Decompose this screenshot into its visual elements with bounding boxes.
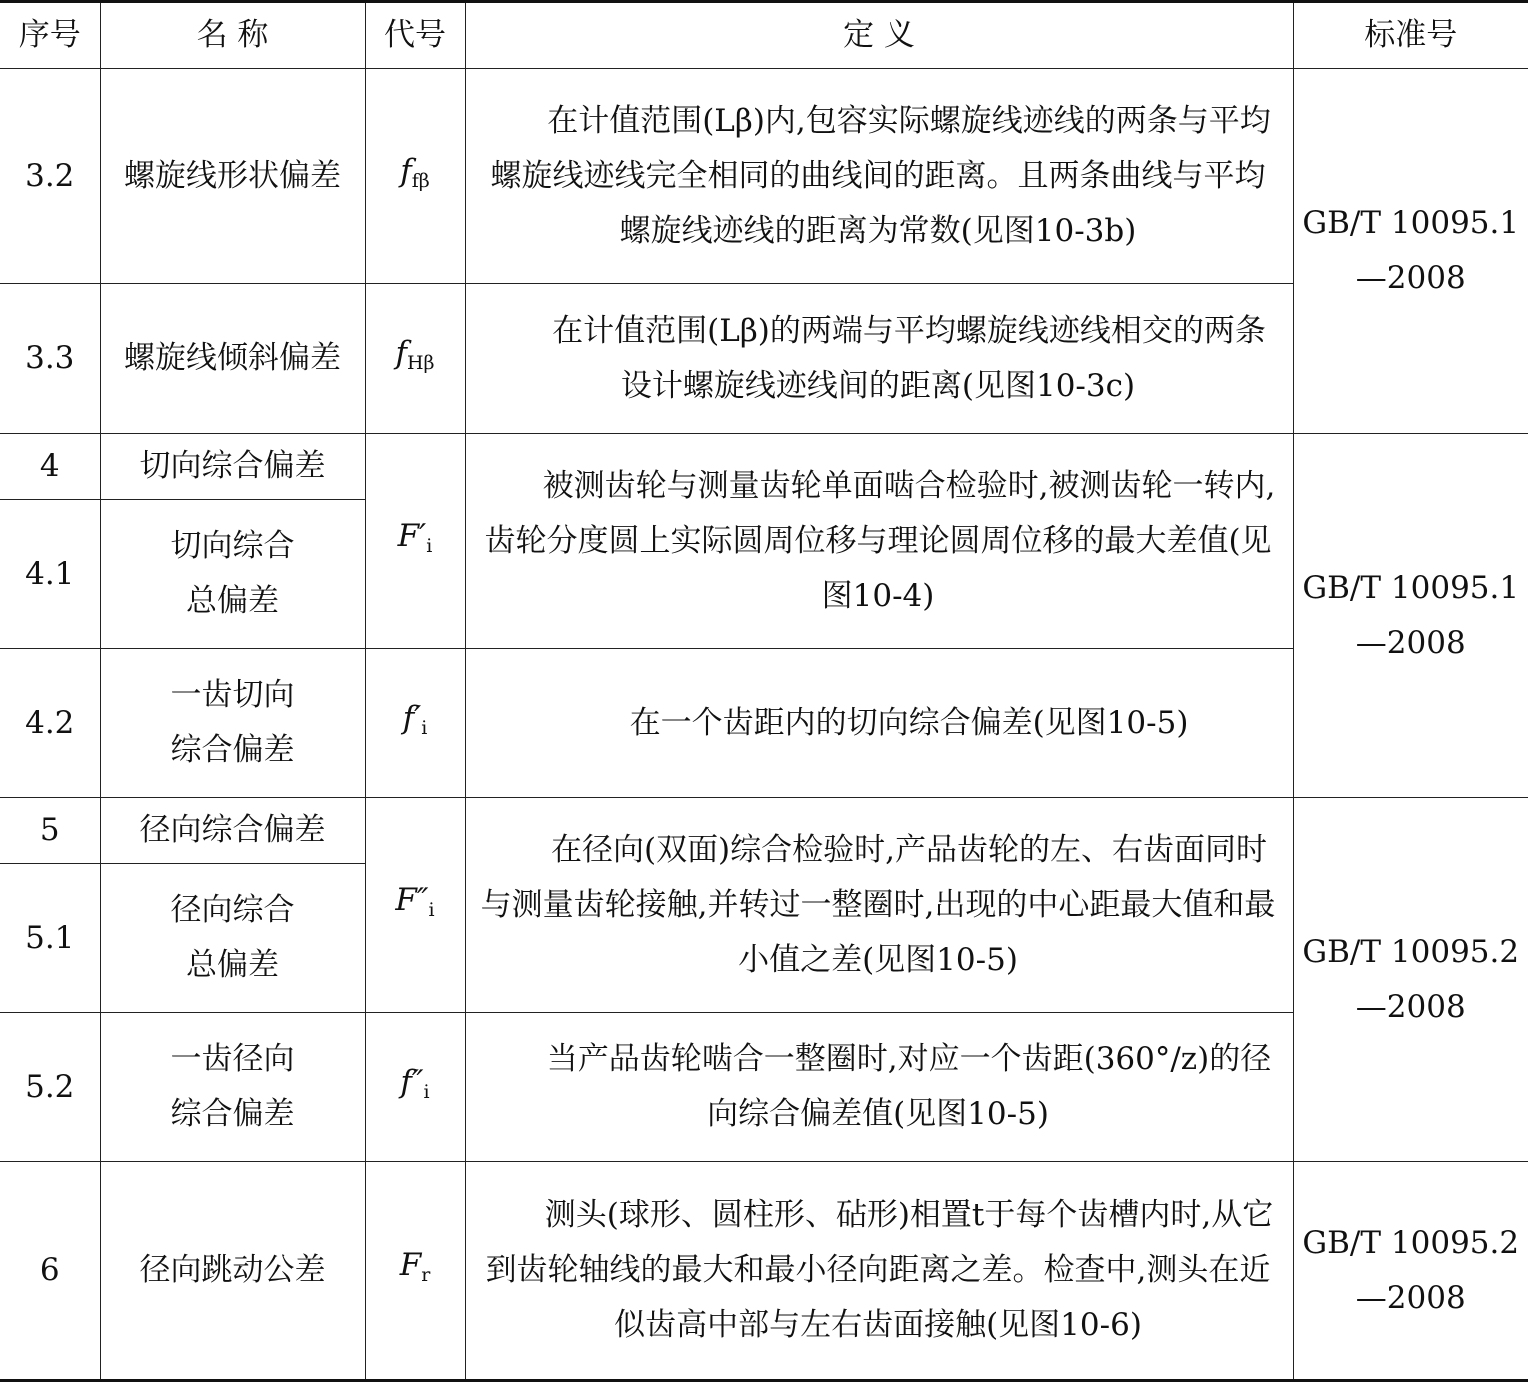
- header-code: 代号: [365, 2, 465, 69]
- name-line1: 径向综合: [101, 883, 365, 938]
- row-code: [365, 649, 465, 798]
- row-definition: [465, 434, 1293, 649]
- row-definition: [465, 1013, 1293, 1162]
- name-line2: 总偏差: [101, 938, 365, 993]
- definition-text: 在计值范围(Lβ)内,包容实际螺旋线迹线的两条与平均螺旋线迹线完全相同的曲线间的距离。且两条曲线与平均螺旋线迹线的距离为常数(见图10-3b): [478, 94, 1279, 259]
- name-line2: 综合偏差: [101, 723, 365, 778]
- code-main: f″: [400, 1064, 423, 1100]
- row-name: 螺旋线倾斜偏差: [100, 284, 365, 434]
- code-sub: r: [421, 1264, 430, 1286]
- row-code: [365, 1013, 465, 1162]
- row-no: 4.1: [0, 500, 100, 649]
- header-definition: 定 义: [465, 2, 1293, 69]
- code-main: F″: [395, 882, 428, 918]
- code-sub: i: [421, 717, 427, 739]
- name-line1: 一齿切向: [101, 668, 365, 723]
- header-name: 名 称: [100, 2, 365, 69]
- row-code: [365, 434, 465, 649]
- table-row: [0, 798, 1528, 864]
- row-no: 3.2: [0, 69, 100, 284]
- definition-text: 在一个齿距内的切向综合偏差(见图10-5): [478, 696, 1279, 751]
- definition-text: 当产品齿轮啮合一整圈时,对应一个齿距(360°/z)的径向综合偏差值(见图10-5): [478, 1032, 1279, 1142]
- standard-cell: [1293, 69, 1528, 434]
- code-main: f: [400, 153, 411, 189]
- definition-text: 测头(球形、圆柱形、砧形)相置t于每个齿槽内时,从它到齿轮轴线的最大和最小径向距离之差。检查中,测头在近似齿高中部与左右齿面接触(见图10-6): [478, 1188, 1279, 1353]
- row-name: 径向综合偏差: [100, 798, 365, 864]
- table-row: [0, 434, 1528, 500]
- header-standard: 标准号: [1293, 2, 1528, 69]
- row-no: 5.2: [0, 1013, 100, 1162]
- row-definition: [465, 798, 1293, 1013]
- table-row: [0, 1162, 1528, 1381]
- standard-line2: —2008: [1294, 980, 1528, 1035]
- row-no: 6: [0, 1162, 100, 1381]
- row-name: 螺旋线形状偏差: [100, 69, 365, 284]
- standard-cell: [1293, 798, 1528, 1162]
- code-main: f: [395, 335, 406, 371]
- header-no: 序号: [0, 2, 100, 69]
- row-name: [100, 649, 365, 798]
- row-name: 径向跳动公差: [100, 1162, 365, 1381]
- row-name: 切向综合偏差: [100, 434, 365, 500]
- name-line2: 综合偏差: [101, 1087, 365, 1142]
- row-name: [100, 1013, 365, 1162]
- row-code: [365, 1162, 465, 1381]
- definition-text: 被测齿轮与测量齿轮单面啮合检验时,被测齿轮一转内,齿轮分度圆上实际圆周位移与理论圆周位移的最大差值(见图10-4): [478, 459, 1279, 624]
- row-definition: [465, 649, 1293, 798]
- code-sub: i: [426, 535, 432, 557]
- row-no: 4: [0, 434, 100, 500]
- row-no: 3.3: [0, 284, 100, 434]
- code-main: F: [400, 1247, 422, 1283]
- standard-line2: —2008: [1294, 616, 1528, 671]
- row-definition: [465, 284, 1293, 434]
- table-row: [0, 69, 1528, 284]
- row-code: [365, 798, 465, 1013]
- definition-text: 在计值范围(Lβ)的两端与平均螺旋线迹线相交的两条设计螺旋线迹线间的距离(见图10-3c): [478, 304, 1279, 414]
- code-sub: i: [429, 899, 435, 921]
- standard-line2: —2008: [1294, 1271, 1528, 1326]
- code-sub: i: [423, 1081, 429, 1103]
- row-name: [100, 500, 365, 649]
- standard-line1: GB/T 10095.2: [1294, 925, 1528, 980]
- row-no: 5: [0, 798, 100, 864]
- standard-line2: —2008: [1294, 251, 1528, 306]
- code-sub: fβ: [412, 170, 430, 192]
- name-line1: 一齿径向: [101, 1032, 365, 1087]
- row-no: 4.2: [0, 649, 100, 798]
- name-line1: 切向综合: [101, 519, 365, 574]
- row-definition: [465, 69, 1293, 284]
- header-row: [0, 2, 1528, 69]
- code-main: F′: [398, 518, 427, 554]
- standard-cell: [1293, 1162, 1528, 1381]
- row-code: [365, 284, 465, 434]
- row-name: [100, 864, 365, 1013]
- code-sub: Hβ: [407, 352, 435, 374]
- standard-line1: GB/T 10095.1: [1294, 561, 1528, 616]
- standard-line1: GB/T 10095.2: [1294, 1216, 1528, 1271]
- standard-cell: [1293, 434, 1528, 798]
- definition-text: 在径向(双面)综合检验时,产品齿轮的左、右齿面同时与测量齿轮接触,并转过一整圈时,出现的中心距最大值和最小值之差(见图10-5): [478, 823, 1279, 988]
- standard-line1: GB/T 10095.1: [1294, 196, 1528, 251]
- row-definition: [465, 1162, 1293, 1381]
- row-no: 5.1: [0, 864, 100, 1013]
- name-line2: 总偏差: [101, 574, 365, 629]
- code-main: f′: [403, 700, 422, 736]
- row-code: [365, 69, 465, 284]
